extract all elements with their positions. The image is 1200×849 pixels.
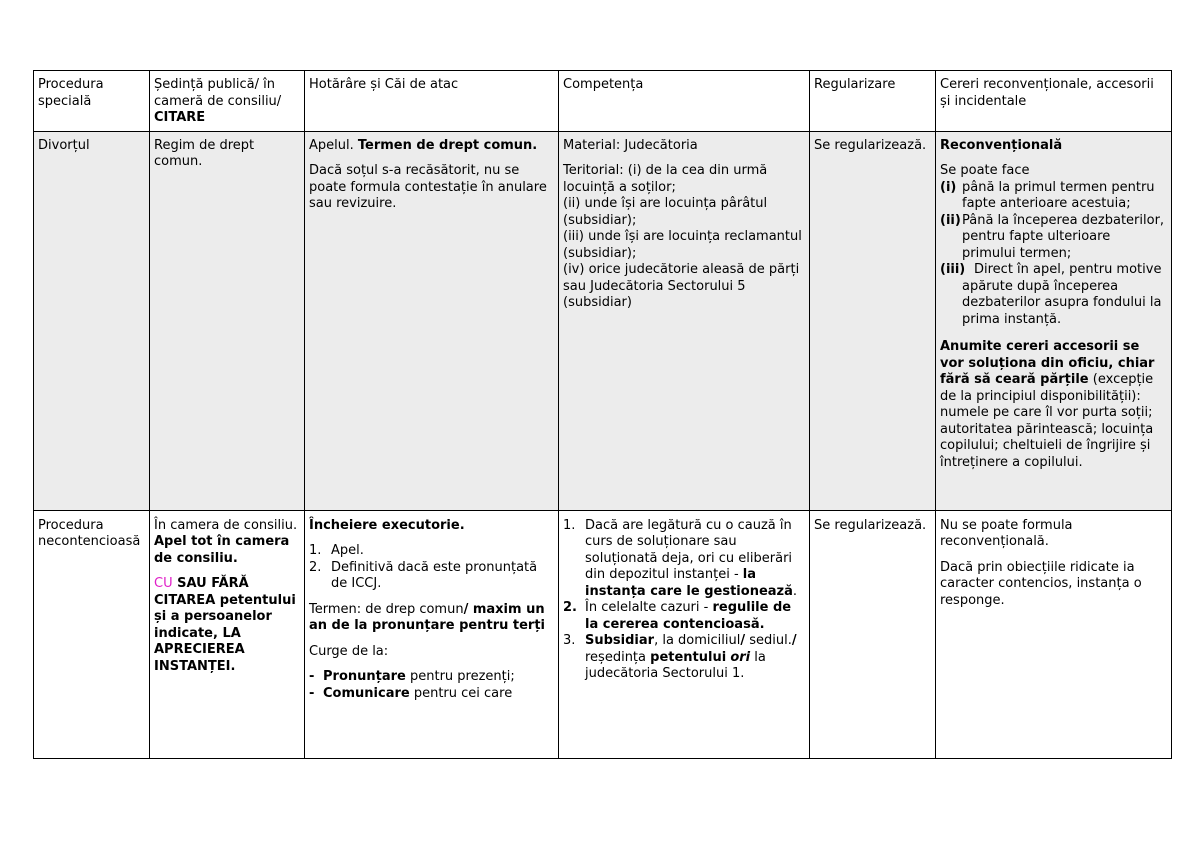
table-row [34,131,1172,510]
regularization-cell: Se regularizează. [810,510,936,758]
competence-cell: 1. Dacă are legătură cu o cauză în curs de soluționare sau soluționată deja, ori cu eliberări din depozitul instanței - la instanța care le gestionează. 2. În celelalte cazuri - regulile de la cererea contencioasă. 3. Subsidiar, la domiciliul/ sediul./ reședința petentului ori la judecătoria Sectorului 1. [559,510,810,758]
counterclaims-cell: Nu se poate formula reconvențională. Dacă prin obiecțiile ridicate ia caracter contencios, instanța o responge. [936,510,1172,758]
hearing-cell: În camera de consiliu. Apel tot în camera de consiliu. CU SAU FĂRĂ CITAREA petentului și a persoanelor indicate, LA APRECIEREA INSTANȚEI. [150,510,305,758]
competence-cell: Material: Judecătoria Teritorial: (i) de la cea din urmă locuință a soților; (ii) unde își are locuința pârâtul (subsidiar); (iii) unde își are locuința reclamantul (subsidiar); (iv) orice judecătorie aleasă de părți sau Judecătoria Sectorului 5 (subsidiar) [559,131,810,510]
header-cell: Hotărâre și Căi de atac [305,71,559,132]
header-cell: Cereri reconvenționale, accesorii și incidentale [936,71,1172,132]
regularization-cell: Se regularizează. [810,131,936,510]
procedures-table [33,70,1172,759]
appeal-cell: Apelul. Termen de drept comun. Dacă soțul s-a recăsătorit, nu se poate formula contestație în anulare sau revizuire. [305,131,559,510]
table-row [34,510,1172,758]
procedure-name: Procedura necontencioasă [34,510,150,758]
counterclaims-cell: Reconvențională Se poate face (i) până la primul termen pentru fapte anterioare acestuia; (ii) Până la începerea dezbaterilor, pentru fapte ulterioare primului termen; (iii) Direct în apel, pentru motive apărute după începerea dezbaterilor asupra fondului la prima instanță. Anumite cereri accesorii se vor soluționa din oficiu, chiar fără să ceară părțile (excepție de la principiul disponibilității): numele pe care îl vor purta soții; autoritatea părintească; locuința copilului; cheltuieli de îngrijire și întreținere a copilului. [936,131,1172,510]
header-cell: Procedura specială [34,71,150,132]
table-header-row [34,71,1172,132]
header-cell: Competența [559,71,810,132]
appeal-cell: Încheiere executorie. 1. Apel. 2. Definitivă dacă este pronunțată de ICCJ. Termen: de drep comun/ maxim un an de la pronunțare pentru terți Curge de la: - Pronunțare pentru prezenți; - Comunicare pentru cei care [305,510,559,758]
header-cell: Ședință publică/ în cameră de consiliu/ CITARE [150,71,305,132]
header-cell: Regularizare [810,71,936,132]
procedure-name: Divorțul [34,131,150,510]
hearing-cell: Regim de drept comun. [150,131,305,510]
